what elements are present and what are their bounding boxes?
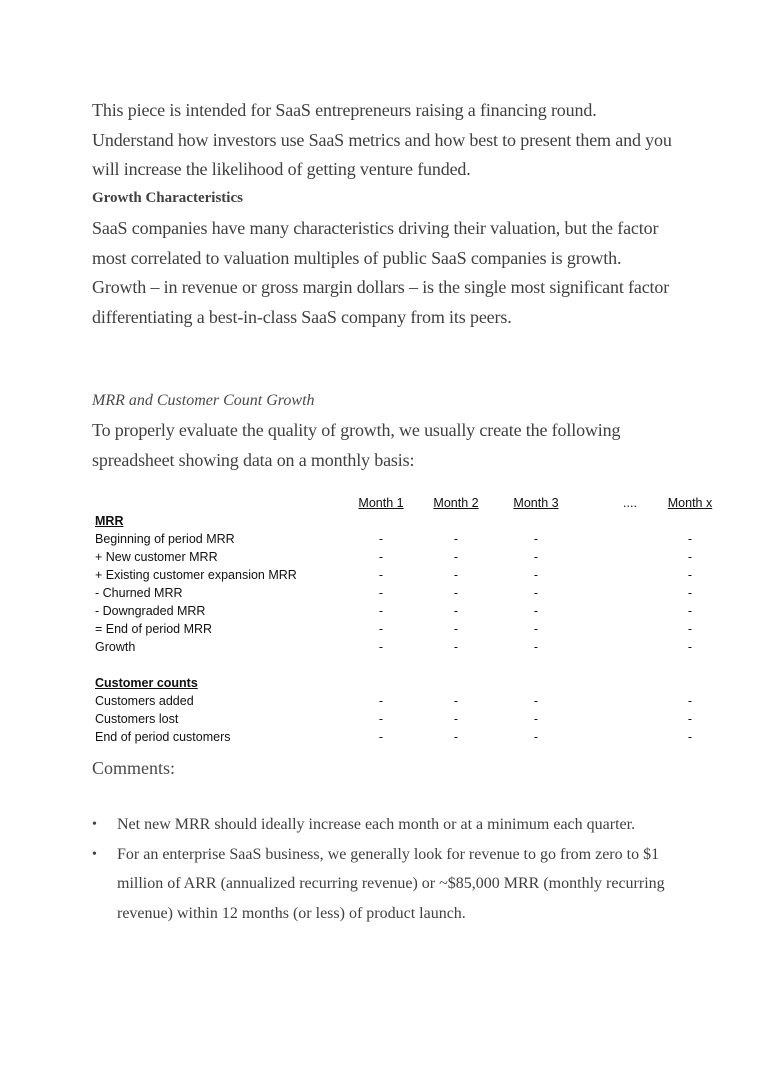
column-header: .... bbox=[623, 496, 637, 510]
table-cell: - bbox=[687, 532, 693, 546]
table-row bbox=[92, 712, 732, 730]
table-row bbox=[92, 622, 732, 640]
list-item bbox=[92, 810, 677, 840]
table-cell: - bbox=[453, 586, 459, 600]
table-cell: - bbox=[687, 622, 693, 636]
table-cell: - bbox=[453, 640, 459, 654]
table-header-row bbox=[92, 496, 732, 514]
table-cell: - bbox=[378, 568, 384, 582]
table-row bbox=[92, 586, 732, 604]
table-cell: - bbox=[533, 604, 539, 618]
table-cell: - bbox=[533, 586, 539, 600]
row-label: End of period customers bbox=[95, 730, 231, 744]
row-label: + New customer MRR bbox=[95, 550, 218, 564]
table-cell: - bbox=[687, 604, 693, 618]
table-cell: - bbox=[687, 550, 693, 564]
row-label: Customers added bbox=[95, 694, 194, 708]
table-row bbox=[92, 532, 732, 550]
row-label: - Churned MRR bbox=[95, 586, 183, 600]
customer-section-row bbox=[92, 676, 732, 694]
table-cell: - bbox=[533, 694, 539, 708]
table-cell: - bbox=[378, 730, 384, 744]
table-cell: - bbox=[453, 568, 459, 582]
table-cell: - bbox=[378, 550, 384, 564]
table-cell: - bbox=[378, 694, 384, 708]
bullet-icon: • bbox=[92, 846, 97, 862]
table-cell: - bbox=[533, 640, 539, 654]
table-cell: - bbox=[378, 640, 384, 654]
list-item bbox=[92, 840, 677, 929]
table-row bbox=[92, 730, 732, 748]
row-label: = End of period MRR bbox=[95, 622, 213, 636]
row-label: + Existing customer expansion MRR bbox=[95, 568, 297, 582]
comment-list bbox=[92, 810, 677, 928]
table-cell: - bbox=[378, 622, 384, 636]
mrr-section-row bbox=[92, 514, 732, 532]
table-cell: - bbox=[378, 586, 384, 600]
comments-label: Comments: bbox=[92, 758, 176, 778]
row-label: Beginning of period MRR bbox=[95, 532, 235, 546]
table-row bbox=[92, 568, 732, 586]
subheading: MRR and Customer Count Growth bbox=[92, 392, 315, 409]
table-cell: - bbox=[687, 712, 693, 726]
table-cell: - bbox=[687, 568, 693, 582]
table-row bbox=[92, 604, 732, 622]
table-row bbox=[92, 640, 732, 658]
table-cell: - bbox=[687, 730, 693, 744]
table-cell: - bbox=[453, 694, 459, 708]
table-cell: - bbox=[453, 532, 459, 546]
table-cell: - bbox=[533, 550, 539, 564]
growth-paragraph: SaaS companies have many characteristics driving their valuation, but the factor most correlated to valuation multiples of public SaaS companies is growth. Growth – in revenue or gross margin dollars – is the single most significant factor differentiating a best-in-class SaaS company from its peers. bbox=[92, 218, 670, 327]
table-cell: - bbox=[533, 532, 539, 546]
column-header: Month 3 bbox=[513, 496, 559, 510]
column-header: Month 2 bbox=[433, 496, 479, 510]
table-cell: - bbox=[687, 694, 693, 708]
table-cell: - bbox=[378, 604, 384, 618]
table-cell: - bbox=[687, 586, 693, 600]
column-header: Month 1 bbox=[358, 496, 404, 510]
table-cell: - bbox=[378, 532, 384, 546]
table-cell: - bbox=[533, 568, 539, 582]
column-header: Month x bbox=[667, 496, 713, 510]
intro-paragraph: This piece is intended for SaaS entrepreneurs raising a financing round. Understand how investors use SaaS metrics and how best to present them and you will increase the likelihood of getting venture funded. bbox=[92, 100, 672, 179]
bullet-icon: • bbox=[92, 817, 97, 832]
row-label: - Downgraded MRR bbox=[95, 604, 206, 618]
table-cell: - bbox=[533, 622, 539, 636]
table-cell: - bbox=[453, 622, 459, 636]
table-cell: - bbox=[687, 640, 693, 654]
table-cell: - bbox=[453, 550, 459, 564]
table-cell: - bbox=[378, 712, 384, 726]
row-label: Growth bbox=[95, 640, 136, 654]
section-heading: Growth Characteristics bbox=[92, 190, 243, 206]
table-cell: - bbox=[453, 730, 459, 744]
table-cell: - bbox=[533, 730, 539, 744]
list-item-text: Net new MRR should ideally increase each month or at a minimum each quarter. bbox=[117, 816, 636, 833]
table-cell: - bbox=[533, 712, 539, 726]
table-cell: - bbox=[453, 604, 459, 618]
table-row bbox=[92, 550, 732, 568]
list-item-text: For an enterprise SaaS business, we generally look for revenue to go from zero to $1 million of ARR (annualized recurring revenue) or ~$85,000 MRR (monthly recurring revenue) within 12 months (or less) of product launch. bbox=[117, 845, 665, 922]
spreadsheet-intro: To properly evaluate the quality of growth, we usually create the following spreadsheet showing data on a monthly basis: bbox=[92, 420, 621, 470]
table-row bbox=[92, 694, 732, 712]
table-cell: - bbox=[453, 712, 459, 726]
section-label: Customer counts bbox=[95, 676, 198, 690]
row-label: Customers lost bbox=[95, 712, 179, 726]
section-label: MRR bbox=[95, 514, 124, 528]
